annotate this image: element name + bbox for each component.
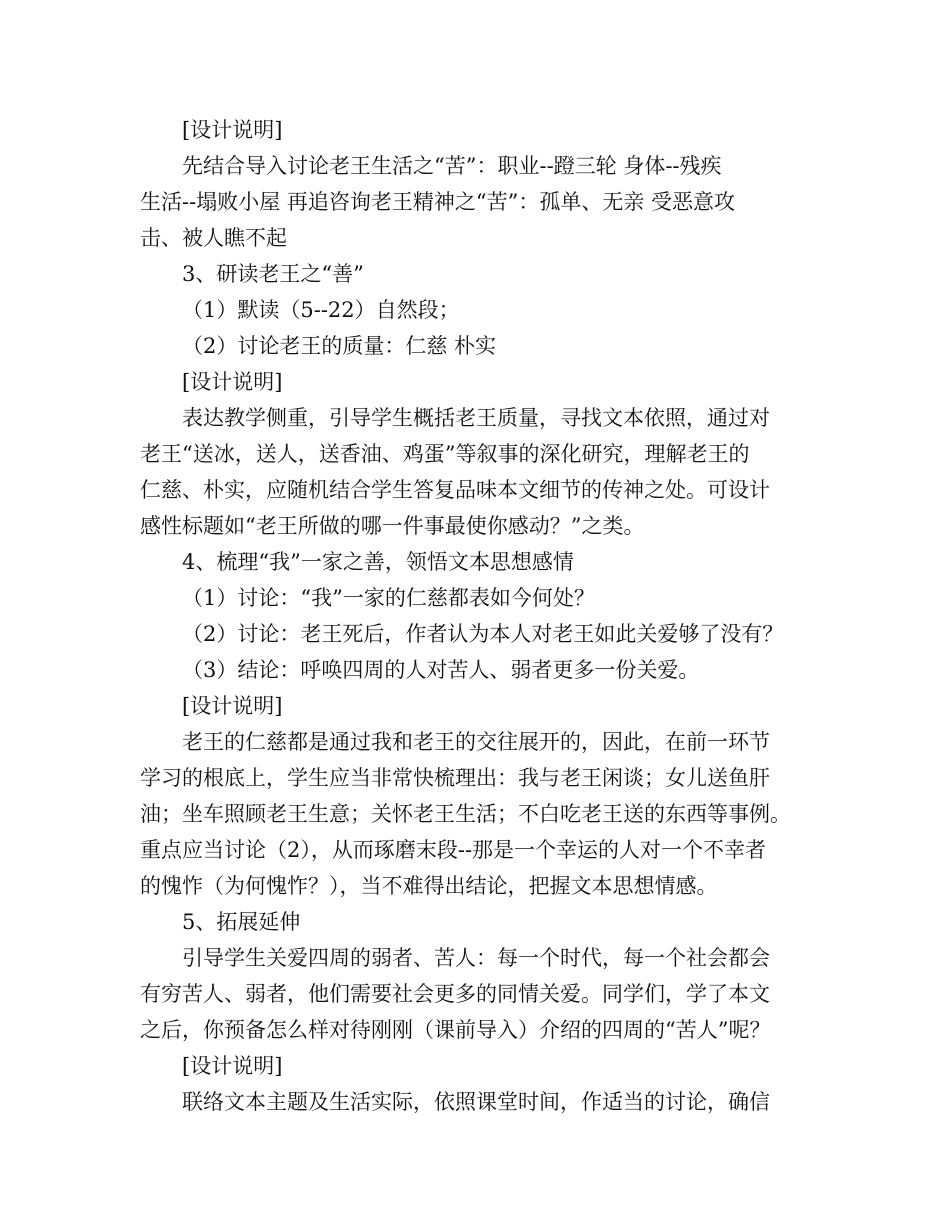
list-item: （1）默读（5--22）自然段； (182, 298, 460, 322)
list-item: （2）讨论：老王死后，作者认为本人对老王如此关爱够了没有？ (182, 622, 784, 646)
document-body (140, 112, 820, 1120)
paragraph-line: 老王的仁慈都是通过我和老王的交往展开的，因此，在前一环节 (182, 730, 770, 754)
section-heading: 4、梳理“我”一家之善，领悟文本思想感情 (182, 550, 574, 574)
paragraph-line: 引导学生关爱四周的弱者、苦人：每一个时代，每一个社会都会 (182, 946, 770, 970)
section-heading: 3、研读老王之“善” (182, 262, 364, 286)
design-note-heading: [设计说明] (182, 694, 283, 718)
design-note-heading: [设计说明] (182, 370, 283, 394)
paragraph-line: 表达教学侧重，引导学生概括老王质量，寻找文本依照，通过对 (182, 406, 770, 430)
section-heading: 5、拓展延伸 (182, 910, 301, 934)
paragraph-line: 学习的根底上，学生应当非常快梳理出：我与老王闲谈；女儿送鱼肝 (140, 766, 770, 790)
paragraph-line: 老王“送冰，送人，送香油、鸡蛋”等叙事的深化研究，理解老王的 (140, 442, 750, 466)
paragraph-line: 有穷苦人、弱者，他们需要社会更多的同情关爱。同学们，学了本文 (140, 982, 770, 1006)
list-item: （1）讨论：“我”一家的仁慈都表如今何处？ (182, 586, 595, 610)
list-item: （2）讨论老王的质量：仁慈 朴实 (182, 334, 497, 358)
paragraph-line: 感性标题如“老王所做的哪一件事最使你感动？”之类。 (140, 514, 645, 538)
paragraph-line: 先结合导入讨论老王生活之“苦”：职业--蹬三轮 身体--残疾 (182, 154, 722, 178)
paragraph-line: 重点应当讨论（2），从而琢磨末段--那是一个幸运的人对一个不幸者 (140, 838, 767, 862)
design-note-heading: [设计说明] (182, 1054, 283, 1078)
paragraph-line: 生活--塌败小屋 再追咨询老王精神之“苦”：孤单、无亲 受恶意攻 (140, 190, 736, 214)
paragraph-line: 仁慈、朴实，应随机结合学生答复品味本文细节的传神之处。可设计 (140, 478, 770, 502)
design-note-heading: [设计说明] (182, 118, 283, 142)
paragraph-line: 之后，你预备怎么样对待刚刚（课前导入）介绍的四周的“苦人”呢？ (140, 1018, 771, 1042)
paragraph-line: 的愧怍（为何愧怍？），当不难得出结论，把握文本思想情感。 (140, 874, 718, 898)
paragraph-line: 油；坐车照顾老王生意；关怀老王生活；不白吃老王送的东西等事例。 (140, 802, 791, 826)
list-item: （3）结论：呼唤四周的人对苦人、弱者更多一份关爱。 (182, 658, 700, 682)
paragraph-line: 击、被人瞧不起 (140, 226, 287, 250)
paragraph-line: 联络文本主题及生活实际，依照课堂时间，作适当的讨论，确信 (182, 1090, 770, 1114)
